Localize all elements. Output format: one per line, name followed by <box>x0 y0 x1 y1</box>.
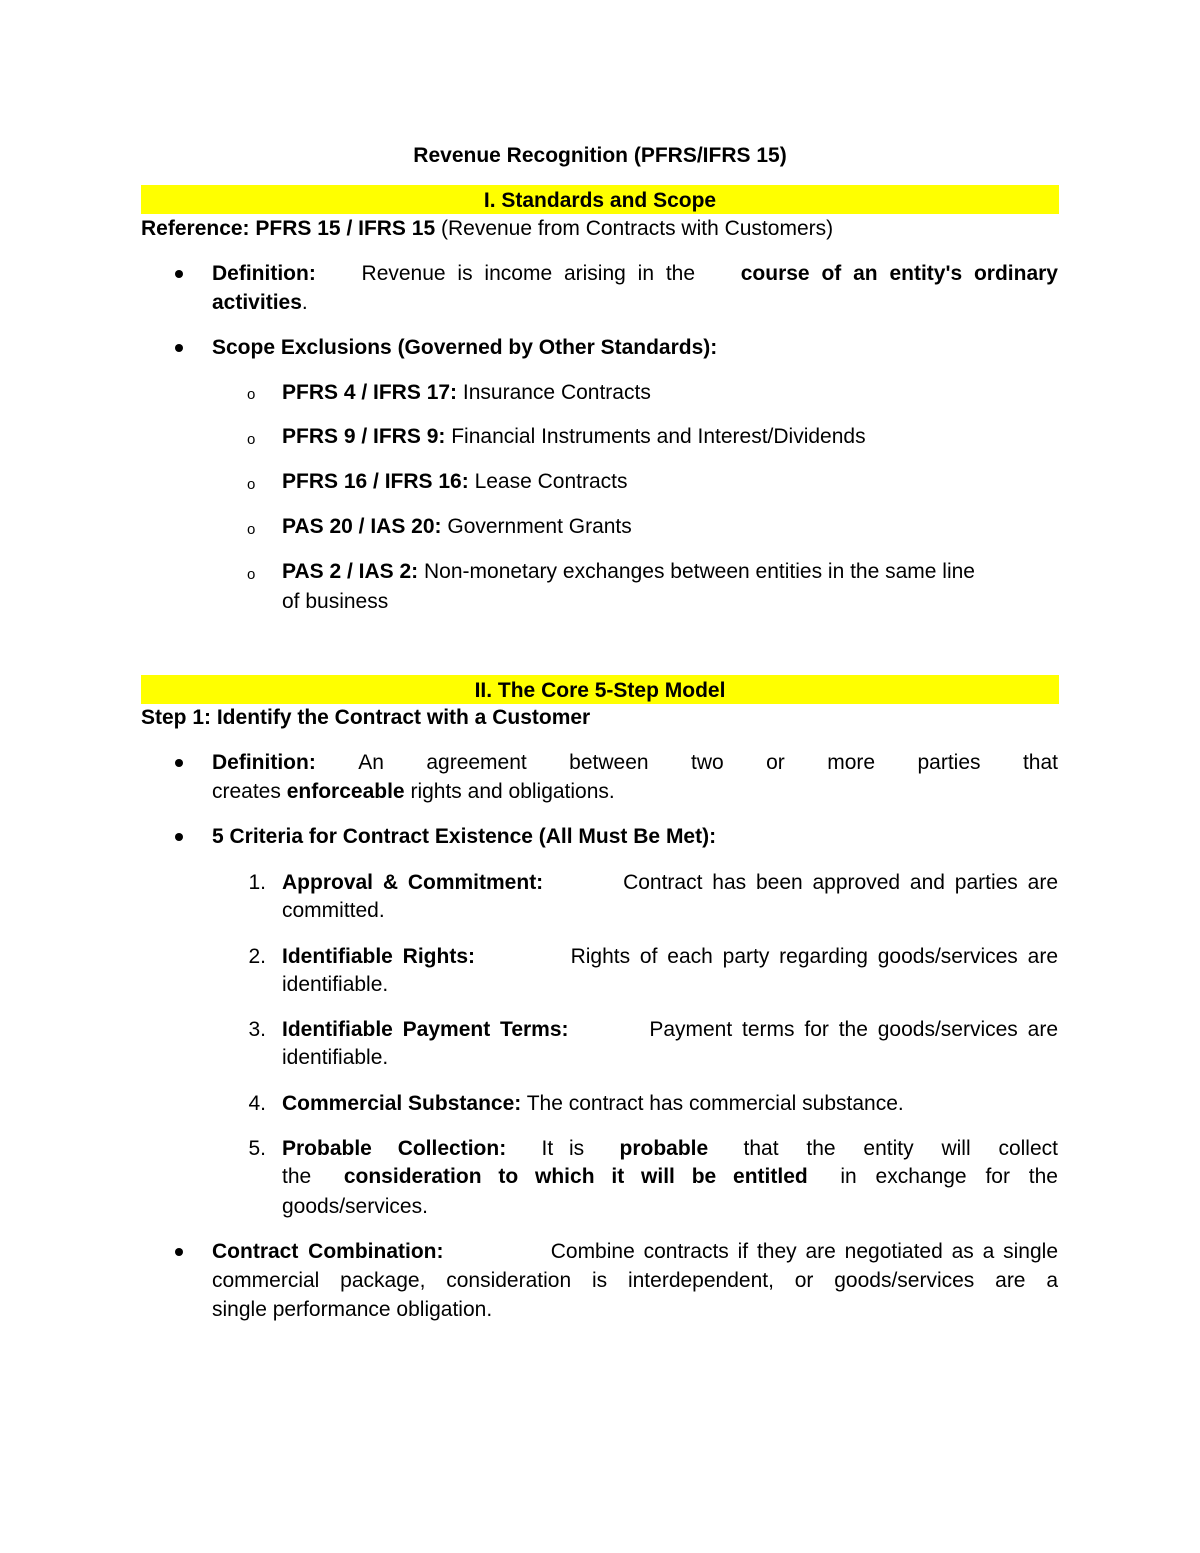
criteria-item-label: Approval & Commitment: <box>282 871 544 894</box>
criteria-number: 2. <box>248 945 266 968</box>
exclusion-text: Lease Contracts <box>474 470 628 493</box>
combination-line-3: single performance obligation. <box>212 1298 493 1321</box>
contract-definition-label: Definition: <box>212 751 316 774</box>
definition-word: that <box>1022 751 1058 774</box>
criteria-item-bold: probable <box>619 1137 709 1160</box>
combination-line-2: commercial package, consideration is interdependent, or goods/services are a <box>212 1269 1058 1292</box>
bullet-icon <box>175 833 185 843</box>
exclusion-item <box>282 422 866 451</box>
criteria-item-text: Payment terms for the goods/services are <box>649 1018 1058 1041</box>
criteria-number: 3. <box>248 1018 266 1041</box>
definition-word: An <box>358 751 384 774</box>
definition-word: parties <box>917 751 981 774</box>
definition-word: agreement <box>426 751 527 774</box>
bullet-icon <box>175 759 185 769</box>
reference-line <box>141 214 1059 243</box>
definition-line-2 <box>212 288 308 317</box>
criteria-item-continued: identifiable. <box>282 1046 389 1069</box>
criteria-item-text: that the entity will collect <box>743 1137 1058 1160</box>
criteria-item-text: in exchange for the <box>840 1165 1058 1188</box>
definition-label: Definition: <box>212 262 316 285</box>
reference-description: (Revenue from Contracts with Customers) <box>440 217 834 240</box>
exclusion-item <box>282 378 651 407</box>
criteria-item-bold: consideration to which it will be entitled <box>343 1165 808 1188</box>
criteria-item-line <box>282 1015 1058 1044</box>
criteria-item-line <box>282 942 1058 971</box>
criteria-number: 4. <box>248 1092 266 1115</box>
definition-bold: enforceable <box>286 780 405 803</box>
bullet-icon <box>175 1248 185 1258</box>
criteria-item-line <box>282 1134 1058 1163</box>
criteria-item-label: Probable Collection: <box>282 1137 507 1160</box>
criteria-number: 5. <box>248 1137 266 1160</box>
criteria-item-continued: goods/services. <box>282 1195 428 1218</box>
contract-definition-line-2 <box>212 777 615 806</box>
definition-bold: course of an entity's ordinary <box>740 262 1058 285</box>
criteria-item-line <box>282 1162 1058 1191</box>
exclusion-text: Non-monetary exchanges between entities in the same line <box>424 560 975 583</box>
circle-bullet-icon: o <box>247 566 256 583</box>
step1-title: Step 1: Identify the Contract with a Customer <box>141 706 591 729</box>
bullet-icon <box>175 344 185 354</box>
exclusion-text-continued: of business <box>282 590 389 613</box>
exclusion-text: Insurance Contracts <box>462 381 651 404</box>
criteria-item-text: Rights of each party regarding goods/services are <box>570 945 1058 968</box>
exclusion-label: PAS 20 / IAS 20: <box>282 515 442 538</box>
exclusion-text: Government Grants <box>447 515 632 538</box>
section-heading-standards: I. Standards and Scope <box>141 185 1059 214</box>
exclusion-item <box>282 467 628 496</box>
definition-word: two <box>691 751 724 774</box>
combination-label: Contract Combination: <box>212 1240 444 1263</box>
definition-word: more <box>827 751 876 774</box>
exclusion-label: PFRS 16 / IFRS 16: <box>282 470 469 493</box>
exclusion-label: PAS 2 / IAS 2: <box>282 560 419 583</box>
circle-bullet-icon: o <box>247 476 256 493</box>
criteria-item-text: The contract has commercial substance. <box>526 1092 904 1115</box>
criteria-label: 5 Criteria for Contract Existence (All Must Be Met): <box>212 825 717 848</box>
definition-period: . <box>301 291 308 314</box>
circle-bullet-icon: o <box>247 386 256 403</box>
definition-word: or <box>766 751 785 774</box>
combination-line-1 <box>212 1237 1058 1266</box>
criteria-item-label: Commercial Substance: <box>282 1092 522 1115</box>
criteria-item-continued: committed. <box>282 899 385 922</box>
criteria-item-continued: identifiable. <box>282 973 389 996</box>
bullet-icon <box>175 270 185 280</box>
page-title: Revenue Recognition (PFRS/IFRS 15) <box>413 144 787 167</box>
exclusion-label: PFRS 9 / IFRS 9: <box>282 425 446 448</box>
criteria-item-label: Identifiable Rights: <box>282 945 475 968</box>
reference-label: Reference: <box>141 217 250 240</box>
criteria-item-line <box>282 1089 904 1118</box>
criteria-number: 1. <box>248 871 266 894</box>
definition-line-1 <box>212 259 1058 288</box>
criteria-item-text: the <box>282 1165 312 1188</box>
definition-text: rights and obligations. <box>410 780 615 803</box>
criteria-item-text: Contract has been approved and parties are <box>623 871 1058 894</box>
reference-standard: PFRS 15 / IFRS 15 <box>255 217 436 240</box>
combination-text: Combine contracts if they are negotiated as a single <box>550 1240 1058 1263</box>
circle-bullet-icon: o <box>247 521 256 538</box>
contract-definition-line-1 <box>212 748 1058 777</box>
exclusion-label: PFRS 4 / IFRS 17: <box>282 381 458 404</box>
definition-word: between <box>569 751 649 774</box>
criteria-item-text: It is <box>541 1137 585 1160</box>
circle-bullet-icon: o <box>247 431 256 448</box>
exclusion-item <box>282 557 1058 586</box>
section-heading-core-model: II. The Core 5-Step Model <box>141 675 1059 704</box>
scope-exclusions-label: Scope Exclusions (Governed by Other Standards): <box>212 336 718 359</box>
definition-bold-2: activities <box>212 291 302 314</box>
criteria-item-line <box>282 868 1058 897</box>
criteria-item-label: Identifiable Payment Terms: <box>282 1018 569 1041</box>
definition-text: creates <box>212 780 281 803</box>
exclusion-item <box>282 512 632 541</box>
exclusion-text: Financial Instruments and Interest/Dividends <box>451 425 866 448</box>
definition-text: Revenue is income arising in the <box>361 262 696 285</box>
